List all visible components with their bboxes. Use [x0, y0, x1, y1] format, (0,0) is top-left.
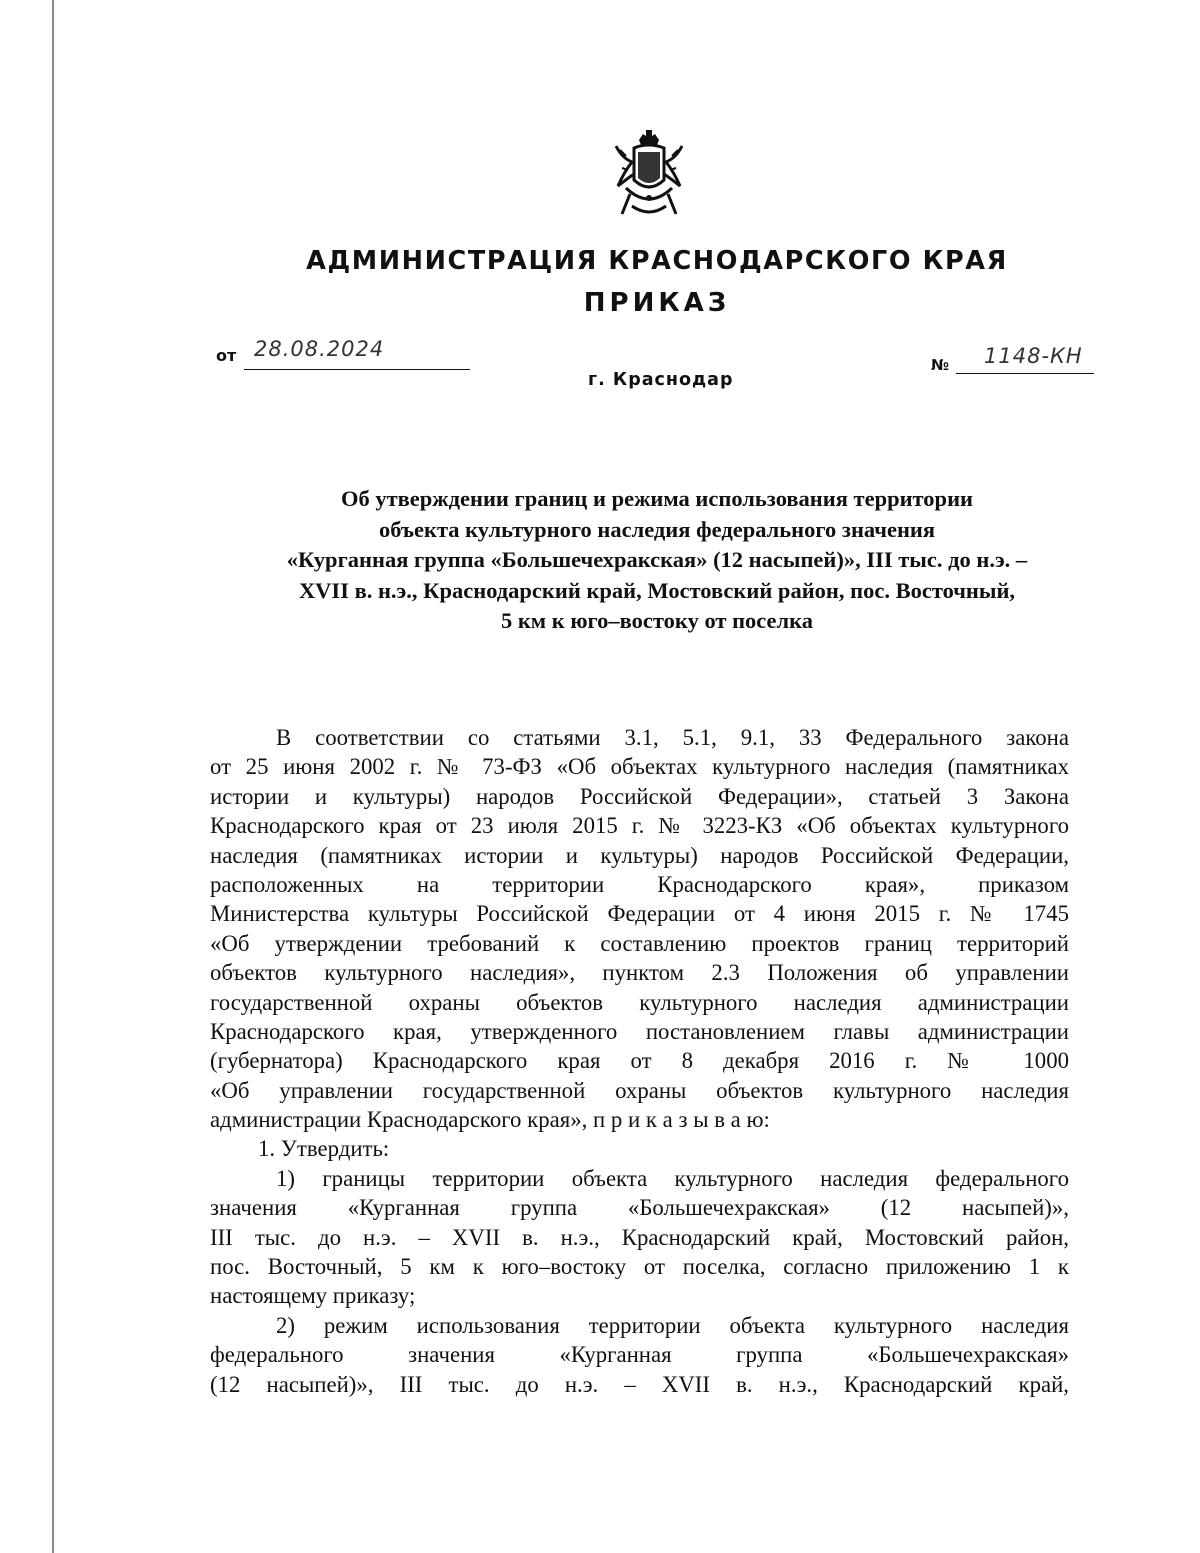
body-line: 1) границы территории объекта культурного наследия федерального	[276, 1165, 1069, 1191]
body-line: федерального значения «Курганная группа «Большечехракская»	[210, 1342, 1069, 1368]
body-line: истории и культуры) народов Российской Федерации», статьей 3 Закона	[210, 783, 1069, 809]
body-line: III тыс. до н.э. – XVII в. н.э., Краснодарский край, Мостовский район,	[210, 1224, 1069, 1250]
body-line: расположенных на территории Краснодарского края», приказом	[210, 871, 1069, 897]
body-line: пос. Восточный, 5 км к юго–востоку от поселка, согласно приложению 1 к	[210, 1254, 1069, 1280]
body-line: Краснодарского края от 23 июля 2015 г. № 3223-КЗ «Об объектах культурного	[210, 813, 1069, 839]
title-line: 5 км к юго–востоку от поселка	[500, 608, 814, 633]
body-line: Краснодарского края, утвержденного постановлением главы администрации	[210, 1018, 1069, 1044]
city: г. Краснодар	[588, 370, 734, 390]
body-line: 2) режим использования территории объекта культурного наследия	[276, 1312, 1069, 1338]
number-value: 1148-КН	[984, 344, 1083, 368]
date-underline	[244, 369, 470, 370]
coat-of-arms-icon	[612, 128, 686, 220]
title-line: «Курганная группа «Большечехракская» (12 насыпей)», III тыс. до н.э. –	[286, 547, 1028, 572]
page-left-border	[52, 0, 54, 1553]
body-line: государственной охраны объектов культурного наследия администрации	[210, 989, 1069, 1015]
body-line: наследия (памятниках истории и культуры) народов Российской Федерации,	[210, 842, 1069, 868]
document-body	[210, 723, 1069, 1399]
body-line: (12 насыпей)», III тыс. до н.э. – XVII в. н.э., Краснодарский край,	[210, 1371, 1069, 1397]
date-value: 28.08.2024	[254, 337, 385, 361]
body-line: (губернатора) Краснодарского края от 8 декабря 2016 г. № 1000	[210, 1048, 1069, 1074]
body-line: администрации Краснодарского края», п р и к а з ы в а ю:	[210, 1107, 770, 1133]
body-line: 1. Утвердить:	[258, 1136, 390, 1162]
document-type: ПРИКАЗ	[583, 288, 731, 318]
title-line: XVII в. н.э., Краснодарский край, Мостовский район, пос. Восточный,	[298, 577, 1016, 603]
body-line: объектов культурного наследия», пунктом 2.3 Положения об управлении	[210, 960, 1069, 986]
body-line: значения «Курганная группа «Большечехракская» (12 насыпей)»,	[210, 1195, 1069, 1221]
number-label: №	[931, 356, 950, 374]
number-underline	[956, 373, 1094, 374]
document-title	[0, 484, 1200, 637]
body-line: настоящему приказу;	[210, 1283, 416, 1309]
body-line: от 25 июня 2002 г. № 73-ФЗ «Об объектах культурного наследия (памятниках	[210, 754, 1069, 780]
body-line: В соответствии со статьями 3.1, 5.1, 9.1, 33 Федерального закона	[276, 725, 1069, 750]
body-line: Министерства культуры Российской Федерации от 4 июня 2015 г. № 1745	[210, 901, 1069, 927]
organization-name: АДМИНИСТРАЦИЯ КРАСНОДАРСКОГО КРАЯ	[306, 246, 1008, 276]
date-label: от	[216, 346, 237, 365]
title-line: Об утверждении границ и режима использования территории	[340, 486, 974, 511]
body-line: «Об управлении государственной охраны объектов культурного наследия	[210, 1077, 1069, 1103]
body-line: «Об утверждении требований к составлению проектов границ территорий	[210, 930, 1069, 956]
title-line: объекта культурного наследия федерального значения	[378, 516, 936, 542]
